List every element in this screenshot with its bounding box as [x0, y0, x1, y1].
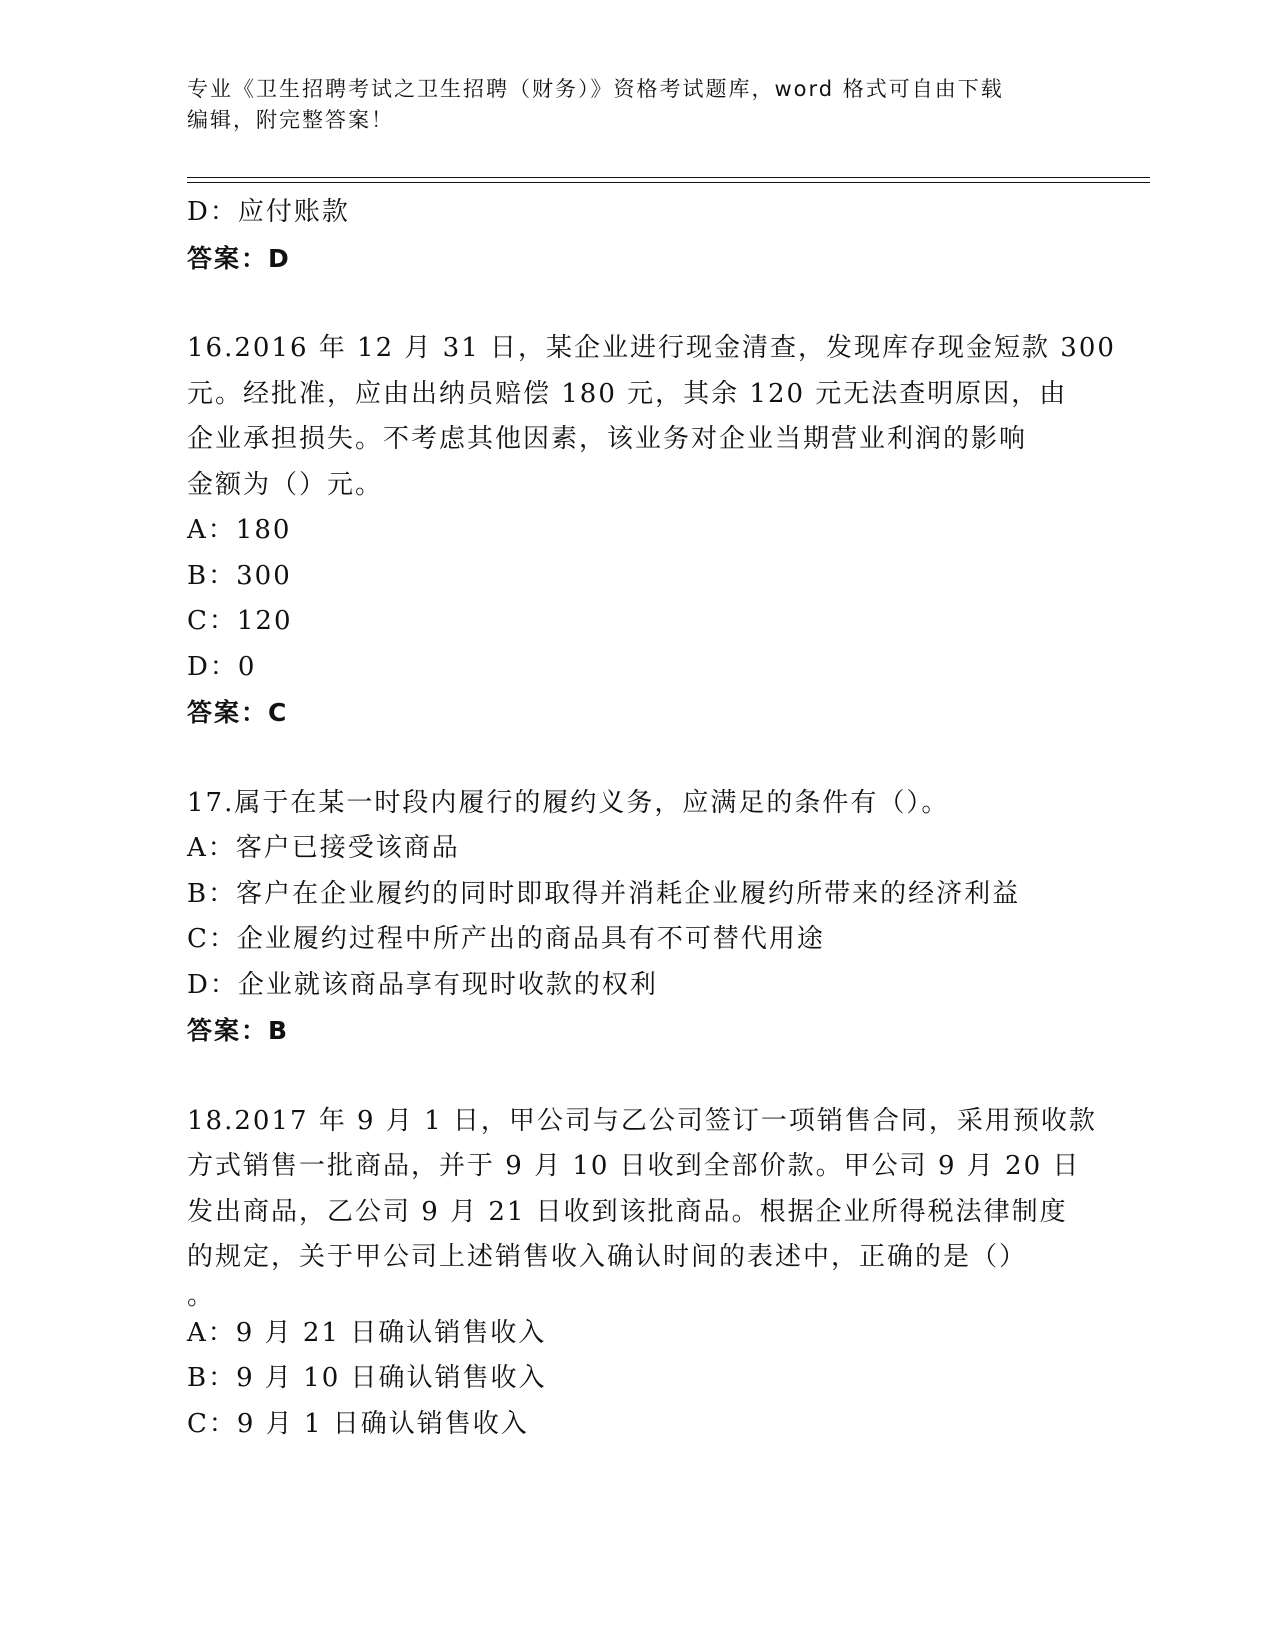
question-18 [187, 1099, 1097, 1448]
q17-option-d: D：企业就该商品享有现时收款的权利 [187, 969, 658, 1000]
q18-text-line: 的规定，关于甲公司上述销售收入确认时间的表述中，正确的是（） [187, 1242, 1028, 1272]
q18-text-tail: 。 [187, 1280, 216, 1311]
header-line-2: 编辑，附完整答案！ [187, 108, 394, 132]
header-rule-bottom [187, 182, 1150, 183]
q16-option-b: B：300 [187, 560, 292, 591]
q16-text-line: 金额为（）元。 [187, 469, 384, 500]
q16-text-line: 16.2016 年 12 月 31 日，某企业进行现金清查，发现库存现金短款 300 [187, 333, 1116, 363]
q17-option-a: A：客户已接受该商品 [187, 833, 460, 863]
q17-option-b: B：客户在企业履约的同时即取得并消耗企业履约所带来的经济利益 [187, 878, 1021, 909]
question-16 [187, 326, 1116, 736]
q16-option-d: D：0 [187, 651, 257, 682]
spacer [187, 1054, 1087, 1099]
question-content [187, 190, 1116, 1447]
q18-text-line: 发出商品，乙公司 9 月 21 日收到该批商品。根据企业所得税法律制度 [187, 1196, 1068, 1227]
q18-option-b: B：9 月 10 日确认销售收入 [187, 1363, 547, 1393]
q17-text-line: 17.属于在某一时段内履行的履约义务，应满足的条件有（）。 [187, 787, 950, 818]
question-15 [187, 190, 1087, 281]
header-rule-top [187, 177, 1150, 178]
q16-text-line: 企业承担损失。不考虑其他因素，该业务对企业当期营业利润的影响 [187, 424, 1028, 454]
q16-text [187, 326, 1116, 508]
q18-text [187, 1099, 1097, 1311]
q17-answer: 答案：B [187, 1016, 290, 1045]
q16-answer: 答案：C [187, 698, 289, 727]
q18-option-a: A：9 月 21 日确认销售收入 [187, 1317, 547, 1348]
q16-option-c: C：120 [187, 606, 293, 636]
q18-text-line: 方式销售一批商品，并于 9 月 10 日收到全部价款。甲公司 9 月 20 日 [187, 1151, 1081, 1181]
question-17 [187, 781, 1087, 1054]
spacer [187, 736, 1087, 781]
q16-text-line: 元。经批准，应由出纳员赔偿 180 元，其余 120 元无法查明原因，由 [187, 378, 1068, 409]
q18-text-line: 18.2017 年 9 月 1 日，甲公司与乙公司签订一项销售合同，采用预收款 [187, 1105, 1097, 1136]
q17-text [187, 781, 1087, 827]
q17-option-c: C：企业履约过程中所产出的商品具有不可替代用途 [187, 924, 825, 954]
q16-option-a: A：180 [187, 515, 292, 545]
q18-option-c: C：9 月 1 日确认销售收入 [187, 1408, 529, 1439]
header-line-1: 专业《卫生招聘考试之卫生招聘（财务）》资格考试题库，word 格式可自由下载 [187, 77, 1004, 101]
spacer [187, 281, 1087, 326]
q15-answer: 答案：D [187, 243, 291, 273]
q15-option-d: D：应付账款 [187, 197, 350, 227]
document-header [187, 74, 1087, 136]
